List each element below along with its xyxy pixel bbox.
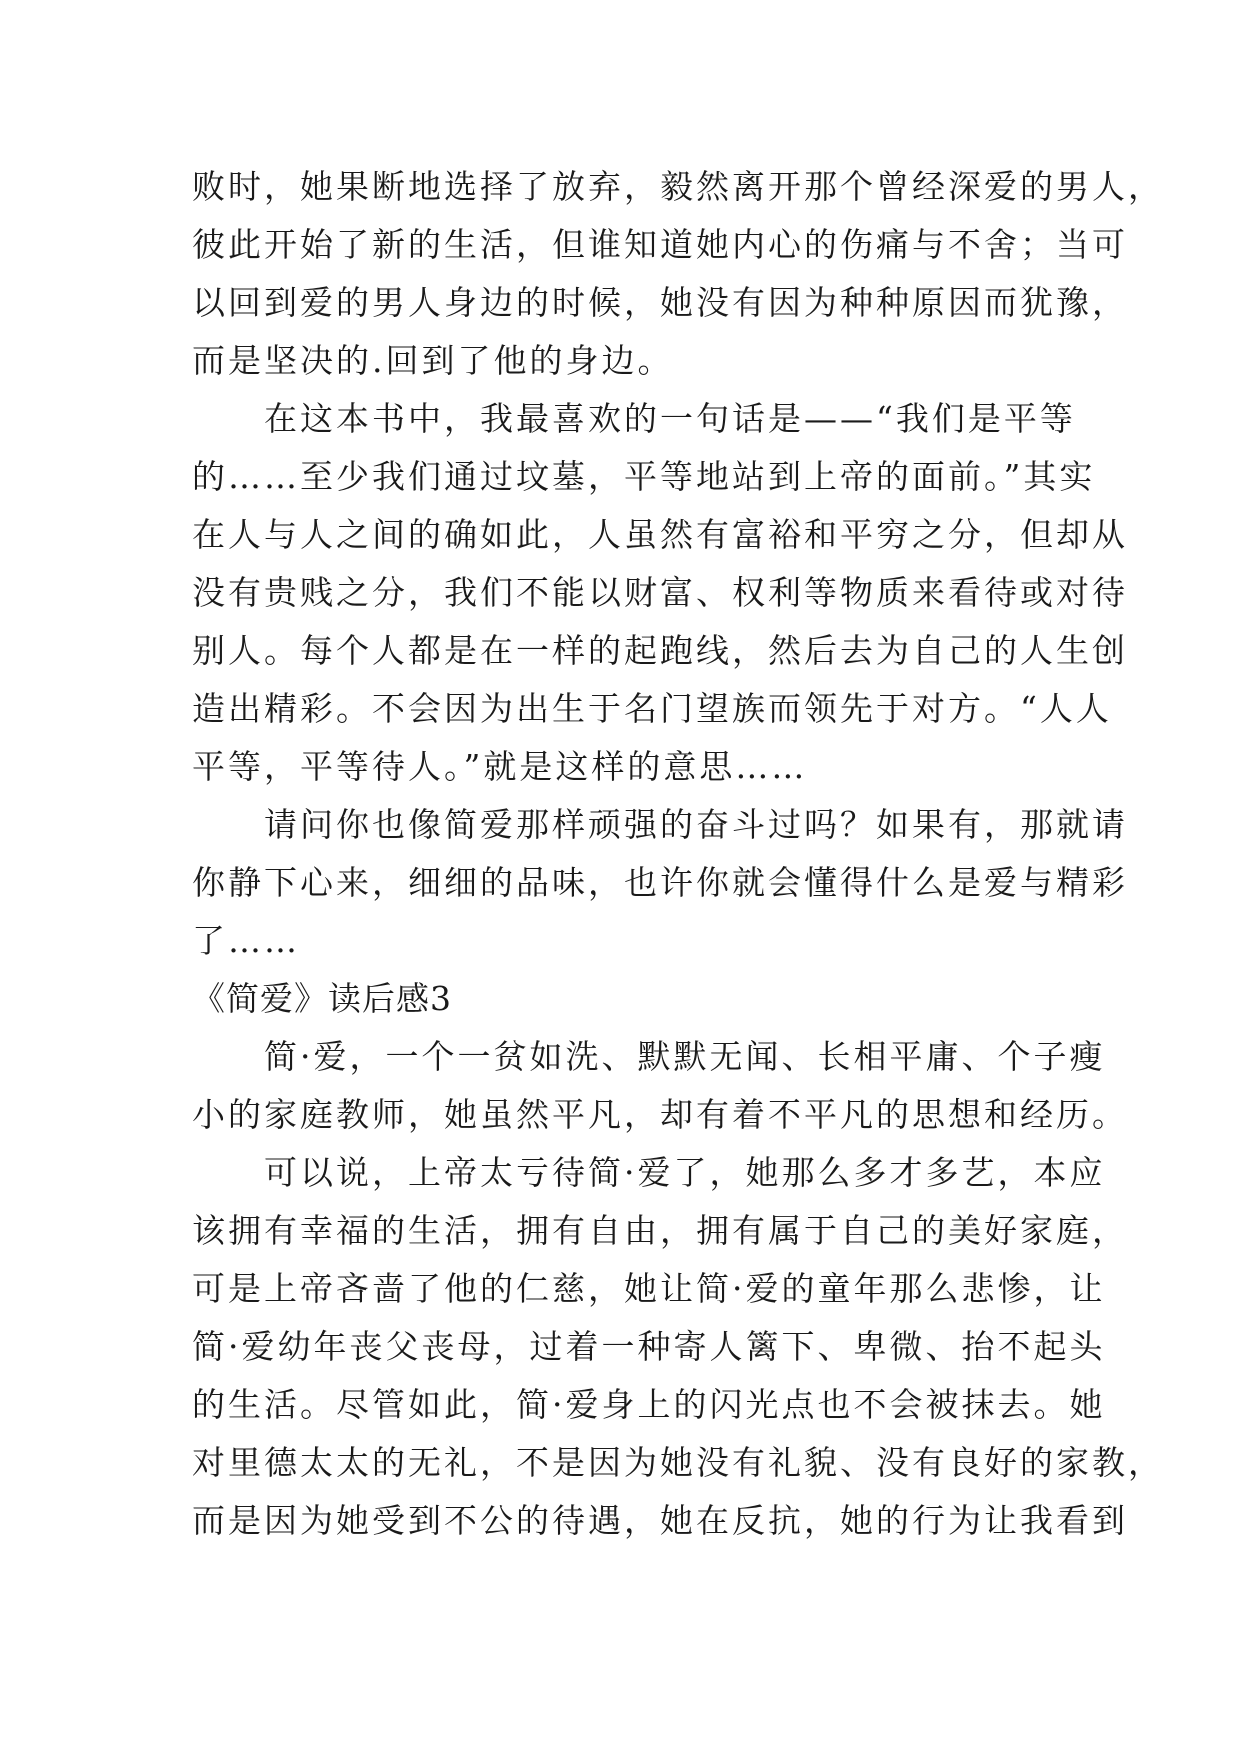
text-line: 可是上帝吝啬了他的仁慈，她让简·爱的童年那么悲惨，让: [192, 1269, 1106, 1308]
text-line: 以回到爱的男人身边的时候，她没有因为种种原因而犹豫，: [192, 283, 1128, 322]
text-line: 的……至少我们通过坟墓，平等地站到上帝的面前。”其实: [192, 457, 1096, 496]
text-line: 在人与人之间的确如此，人虽然有富裕和平穷之分，但却从: [192, 515, 1128, 554]
text-line: 了……: [192, 921, 300, 960]
text-line: 败时，她果断地选择了放弃，毅然离开那个曾经深爱的男人，: [192, 167, 1164, 206]
text-line: 平等，平等待人。”就是这样的意思……: [192, 747, 808, 786]
text-line: 彼此开始了新的生活，但谁知道她内心的伤痛与不舍；当可: [192, 225, 1128, 264]
text-line: 的生活。尽管如此，简·爱身上的闪光点也不会被抹去。她: [192, 1385, 1106, 1424]
text-line: 而是因为她受到不公的待遇，她在反抗，她的行为让我看到: [192, 1501, 1128, 1540]
text-line: 没有贵贱之分，我们不能以财富、权利等物质来看待或对待: [192, 573, 1128, 612]
text-line: 在这本书中，我最喜欢的一句话是——“我们是平等: [192, 399, 1076, 438]
text-line: 简·爱幼年丧父丧母，过着一种寄人篱下、卑微、抬不起头: [192, 1327, 1106, 1366]
text-line: 而是坚决的.回到了他的身边。: [192, 341, 674, 380]
text-line: 简·爱，一个一贫如洗、默默无闻、长相平庸、个子瘦: [192, 1037, 1106, 1076]
text-line: 你静下心来，细细的品味，也许你就会懂得什么是爱与精彩: [192, 863, 1128, 902]
text-line: 请问你也像简爱那样顽强的奋斗过吗？如果有，那就请: [192, 805, 1128, 844]
text-line: 可以说，上帝太亏待简·爱了，她那么多才多艺，本应: [192, 1153, 1106, 1192]
section-heading: 《简爱》读后感3: [192, 979, 452, 1018]
text-line: 对里德太太的无礼，不是因为她没有礼貌、没有良好的家教，: [192, 1443, 1164, 1482]
text-line: 小的家庭教师，她虽然平凡，却有着不平凡的思想和经历。: [192, 1095, 1128, 1134]
text-line: 该拥有幸福的生活，拥有自由，拥有属于自己的美好家庭，: [192, 1211, 1128, 1250]
text-line: 造出精彩。不会因为出生于名门望族而领先于对方。“人人: [192, 689, 1112, 728]
text-line: 别人。每个人都是在一样的起跑线，然后去为自己的人生创: [192, 631, 1128, 670]
